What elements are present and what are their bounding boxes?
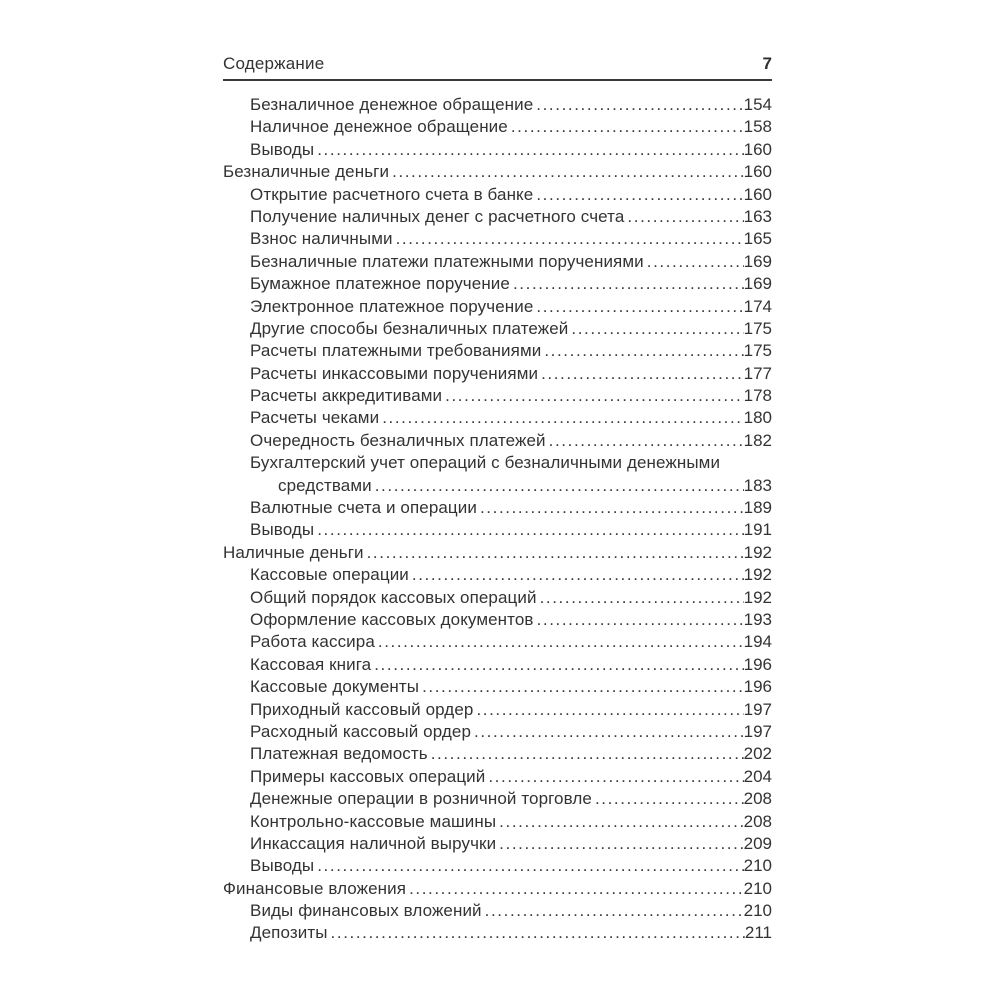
toc-entry [223,542,772,564]
toc-entry [223,430,772,452]
toc-entry-title: Примеры кассовых операций [250,766,486,786]
toc-entry [223,788,772,810]
toc-entry [223,497,772,519]
toc-dot-leader [644,251,744,273]
toc-entry [223,922,772,944]
toc-entry [223,273,772,295]
toc-dot-leader [379,407,743,429]
toc-entry-page: 204 [743,766,772,786]
toc-entry-page: 175 [743,341,772,361]
toc-entry-page: 160 [743,184,772,204]
toc-dot-leader [533,296,743,318]
toc-entry-page: 160 [743,139,772,159]
toc-entry-page: 160 [743,162,772,182]
toc-entry-title: Контрольно-кассовые машины [250,811,497,831]
toc-entry-title: Выводы [250,520,315,540]
toc-entry-title: Очередность безналичных платежей [250,430,546,450]
toc-entry-title: Наличное денежное обращение [250,117,508,137]
toc-entry [223,318,772,340]
toc-entry-title: Финансовые вложения [223,878,407,898]
toc-entry-page: 210 [743,856,772,876]
toc-entry-title: Расчеты аккредитивами [250,386,443,406]
toc-entry-title: Безналичное денежное обращение [250,95,534,114]
toc-dot-leader [482,900,744,922]
toc-entry-page: 211 [744,923,772,943]
toc-entry [223,161,772,183]
toc-entry-page: 196 [743,677,772,697]
toc-entry [223,363,772,385]
toc-dot-leader [442,385,743,407]
toc-entry-page: 178 [743,386,772,406]
toc-entry-page: 209 [743,833,772,853]
toc-entry-page: 169 [743,251,772,271]
toc-dot-leader [496,811,743,833]
toc-entry-page: 208 [743,789,772,809]
toc-dot-leader [314,139,743,161]
toc-entry-title: Получение наличных денег с расчетного счета [250,206,625,226]
toc-dot-leader [314,519,743,541]
toc-entry-title: Кассовые операции [250,565,409,585]
toc-entry-title: Приходный кассовый ордер [250,699,474,719]
toc-dot-leader [419,676,744,698]
toc-entry-title: Безналичные платежи платежными поручениями [250,251,644,271]
toc-entry-page: 183 [743,475,772,495]
toc-entry-page: 192 [743,542,772,562]
toc-entry-title: Безналичные деньги [223,162,390,182]
toc-dot-leader [533,184,743,206]
toc-entry-title: средствами [278,475,372,495]
toc-entry [223,407,772,429]
toc-entry-title: Расчеты чеками [250,408,380,428]
toc-dot-leader [477,497,744,519]
toc-entry [223,855,772,877]
toc-entry [223,878,772,900]
toc-entry-title: Валютные счета и операции [250,498,477,518]
toc-entry-page: 165 [743,229,772,249]
running-head [223,54,772,81]
toc-dot-leader [364,542,744,564]
toc-entry-title: Расчеты платежными требованиями [250,341,542,361]
toc-entry-title: Платежная ведомость [250,744,428,764]
toc-entry-page: 189 [743,498,772,518]
toc-dot-leader [624,206,743,228]
toc-entry-title: Расчеты инкассовыми поручениями [250,363,539,383]
toc-dot-leader [534,609,744,631]
toc-entry-page: 175 [743,318,772,338]
toc-entry-page: 174 [743,296,772,316]
toc-entry-page: 158 [743,117,772,137]
toc-dot-leader [389,161,744,183]
toc-entry-page: 210 [743,901,772,921]
toc-entry-title: Работа кассира [250,632,375,652]
toc-entry-title: Оформление кассовых документов [250,609,534,629]
toc-entry [223,833,772,855]
toc-entry-title: Инкассация наличной выручки [250,833,497,853]
toc-dot-leader [314,855,743,877]
toc-entry [223,385,772,407]
toc-entry [223,94,772,116]
toc-entry [223,340,772,362]
toc-entry-page: 196 [743,654,772,674]
toc-entry-page: 192 [743,587,772,607]
toc-entry [223,766,772,788]
toc-entry-page: 154 [743,95,772,114]
toc-entry [223,587,772,609]
toc-dot-leader [328,922,745,944]
toc-entry [223,699,772,721]
toc-entry [223,900,772,922]
toc-entry-title: Общий порядок кассовых операций [250,587,537,607]
toc-entry-page: 169 [743,274,772,294]
toc-entry [223,631,772,653]
toc-entry-title: Кассовые документы [250,677,420,697]
toc-dot-leader [409,564,744,586]
toc-dot-leader [496,833,743,855]
toc-list [223,94,772,945]
book-page [223,54,772,945]
toc-entry [223,519,772,541]
toc-entry [223,184,772,206]
toc-entry-title: Открытие расчетного счета в банке [250,184,534,204]
toc-entry-page: 192 [743,565,772,585]
toc-entry-page: 163 [743,206,772,226]
toc-dot-leader [568,318,743,340]
toc-entry [223,452,772,474]
toc-entry-page: 197 [743,699,772,719]
toc-dot-leader [546,430,744,452]
toc-entry-title: Выводы [250,139,315,159]
toc-entry-page: 180 [743,408,772,428]
toc-dot-leader [485,766,743,788]
toc-entry-title: Депозиты [250,923,328,943]
toc-dot-leader [473,699,743,721]
toc-entry-page: 193 [743,609,772,629]
toc-entry-page: 208 [743,811,772,831]
toc-dot-leader [533,94,743,116]
toc-dot-leader [393,228,744,250]
toc-entry [223,475,772,497]
toc-dot-leader [510,273,744,295]
toc-entry [223,139,772,161]
page-title: Содержание [223,54,325,73]
toc-dot-leader [541,340,743,362]
toc-entry-title: Другие способы безналичных платежей [250,318,569,338]
toc-entry-page: 177 [743,363,772,383]
toc-dot-leader [428,743,744,765]
toc-entry-title: Взнос наличными [250,229,393,249]
toc-entry-page: 182 [743,430,772,450]
toc-entry-title: Выводы [250,856,315,876]
toc-entry-title: Наличные деньги [223,542,364,562]
toc-entry [223,743,772,765]
toc-dot-leader [471,721,744,743]
toc-entry-title: Расходный кассовый ордер [250,721,471,741]
toc-dot-leader [406,878,744,900]
toc-entry-title: Денежные операции в розничной торговле [250,789,592,809]
toc-entry [223,609,772,631]
toc-dot-leader [538,363,744,385]
toc-entry-page: 194 [743,632,772,652]
toc-entry-title: Бумажное платежное поручение [250,274,510,294]
toc-entry [223,564,772,586]
toc-dot-leader [371,654,743,676]
toc-entry [223,296,772,318]
toc-entry-title: Кассовая книга [250,654,372,674]
toc-entry [223,676,772,698]
toc-entry [223,251,772,273]
toc-entry [223,206,772,228]
toc-entry-page: 197 [743,721,772,741]
toc-entry-page: 210 [743,878,772,898]
toc-entry [223,811,772,833]
toc-entry-title: Электронное платежное поручение [250,296,534,316]
toc-entry-title: Виды финансовых вложений [250,901,482,921]
toc-entry-page: 191 [743,520,772,540]
toc-dot-leader [508,116,744,138]
toc-entry-title: Бухгалтерский учет операций с безналичными денежными [250,453,721,473]
toc-entry-page: 202 [743,744,772,764]
toc-entry [223,228,772,250]
toc-entry [223,116,772,138]
toc-dot-leader [372,475,744,497]
toc-dot-leader [537,587,744,609]
toc-dot-leader [592,788,744,810]
toc-dot-leader [375,631,744,653]
toc-entry [223,654,772,676]
page-number: 7 [762,54,772,73]
toc-entry [223,721,772,743]
